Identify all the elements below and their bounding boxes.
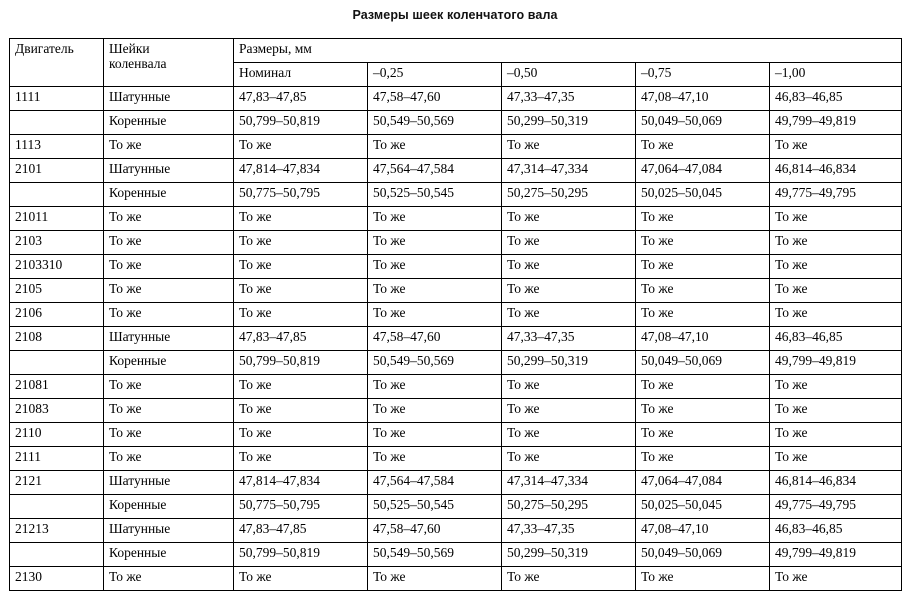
cell-minus-100: 46,83–46,85 [770,519,902,543]
cell-minus-025: 50,549–50,569 [368,543,502,567]
cell-minus-050: 47,314–47,334 [502,159,636,183]
cell-minus-075: 47,08–47,10 [636,327,770,351]
table-row [10,351,902,375]
cell-nominal: То же [234,375,368,399]
cell-minus-050: То же [502,231,636,255]
cell-minus-025: То же [368,279,502,303]
cell-nominal: То же [234,303,368,327]
cell-nominal: То же [234,567,368,591]
column-header-nominal: Номинал [234,63,368,87]
cell-minus-100: 46,814–46,834 [770,159,902,183]
cell-nominal: 50,775–50,795 [234,495,368,519]
cell-nominal: То же [234,255,368,279]
cell-minus-100: 49,799–49,819 [770,111,902,135]
cell-journal-type: Шатунные [104,519,234,543]
table-row [10,303,902,327]
column-header-dimensions-group: Размеры, мм [234,39,902,63]
cell-minus-075: То же [636,375,770,399]
cell-journal-type: Шатунные [104,159,234,183]
cell-journal-type: То же [104,567,234,591]
cell-minus-050: То же [502,207,636,231]
cell-minus-025: То же [368,447,502,471]
table-row [10,423,902,447]
cell-minus-100: 46,814–46,834 [770,471,902,495]
cell-minus-075: То же [636,399,770,423]
table-row [10,159,902,183]
cell-nominal: То же [234,231,368,255]
cell-minus-100: То же [770,135,902,159]
table-row [10,183,902,207]
cell-minus-025: То же [368,375,502,399]
cell-minus-075: То же [636,447,770,471]
cell-engine: 21011 [10,207,104,231]
cell-engine [10,543,104,567]
cell-minus-025: То же [368,255,502,279]
table-body [10,87,902,591]
cell-engine: 21081 [10,375,104,399]
cell-minus-100: То же [770,567,902,591]
cell-engine: 2108 [10,327,104,351]
cell-minus-025: То же [368,423,502,447]
cell-journal-type: То же [104,399,234,423]
cell-minus-050: То же [502,423,636,447]
table-header-row-1 [10,39,902,63]
cell-minus-100: 49,775–49,795 [770,183,902,207]
cell-nominal: То же [234,447,368,471]
cell-journal-type: То же [104,423,234,447]
cell-minus-050: 50,299–50,319 [502,111,636,135]
cell-minus-050: То же [502,255,636,279]
cell-minus-050: 47,33–47,35 [502,327,636,351]
cell-minus-100: 49,799–49,819 [770,543,902,567]
cell-minus-050: То же [502,447,636,471]
table-row [10,231,902,255]
cell-engine: 2106 [10,303,104,327]
table-row [10,111,902,135]
table-row [10,543,902,567]
cell-engine: 2103310 [10,255,104,279]
table-row [10,327,902,351]
cell-engine: 2101 [10,159,104,183]
cell-minus-025: 47,564–47,584 [368,159,502,183]
cell-nominal: То же [234,135,368,159]
cell-engine: 2103 [10,231,104,255]
column-header-minus-025: –0,25 [368,63,502,87]
cell-nominal: 47,814–47,834 [234,159,368,183]
table-header [10,39,902,87]
cell-minus-025: То же [368,231,502,255]
cell-minus-075: То же [636,279,770,303]
cell-nominal: 47,83–47,85 [234,327,368,351]
cell-nominal: 50,799–50,819 [234,111,368,135]
cell-minus-100: 49,799–49,819 [770,351,902,375]
cell-journal-type: Коренные [104,543,234,567]
table-row [10,567,902,591]
cell-minus-075: 50,049–50,069 [636,111,770,135]
cell-nominal: 47,83–47,85 [234,519,368,543]
cell-minus-100: То же [770,303,902,327]
cell-minus-050: 47,33–47,35 [502,519,636,543]
page-title: Размеры шеек коленчатого вала [352,8,558,22]
cell-minus-075: 50,025–50,045 [636,183,770,207]
cell-minus-025: То же [368,135,502,159]
column-header-minus-100: –1,00 [770,63,902,87]
table-row [10,447,902,471]
table-row [10,279,902,303]
cell-minus-025: 50,525–50,545 [368,495,502,519]
cell-minus-050: То же [502,135,636,159]
table-row [10,375,902,399]
cell-engine: 2130 [10,567,104,591]
cell-minus-100: То же [770,231,902,255]
cell-minus-075: 47,08–47,10 [636,519,770,543]
cell-engine: 2111 [10,447,104,471]
cell-minus-100: То же [770,423,902,447]
cell-minus-050: 47,33–47,35 [502,87,636,111]
cell-minus-100: То же [770,207,902,231]
cell-minus-025: 50,525–50,545 [368,183,502,207]
cell-minus-100: То же [770,279,902,303]
cell-journal-type: То же [104,375,234,399]
cell-minus-025: 47,58–47,60 [368,327,502,351]
cell-engine: 2110 [10,423,104,447]
cell-engine: 1111 [10,87,104,111]
cell-minus-050: 50,299–50,319 [502,351,636,375]
cell-minus-075: То же [636,135,770,159]
cell-minus-025: 47,564–47,584 [368,471,502,495]
cell-minus-075: То же [636,207,770,231]
cell-minus-050: То же [502,279,636,303]
cell-nominal: То же [234,423,368,447]
cell-nominal: 47,83–47,85 [234,87,368,111]
cell-minus-075: То же [636,231,770,255]
cell-minus-075: То же [636,423,770,447]
cell-journal-type: То же [104,231,234,255]
cell-minus-050: То же [502,399,636,423]
cell-journal-type: Шатунные [104,471,234,495]
table-row [10,87,902,111]
cell-minus-075: 50,025–50,045 [636,495,770,519]
table-row [10,471,902,495]
cell-minus-075: 47,064–47,084 [636,471,770,495]
cell-engine: 2121 [10,471,104,495]
table-row [10,519,902,543]
cell-minus-100: То же [770,447,902,471]
cell-nominal: То же [234,279,368,303]
cell-minus-050: 50,299–50,319 [502,543,636,567]
cell-minus-025: То же [368,303,502,327]
column-header-minus-050: –0,50 [502,63,636,87]
cell-engine: 2105 [10,279,104,303]
cell-minus-025: То же [368,567,502,591]
cell-minus-075: 47,064–47,084 [636,159,770,183]
column-header-journal [104,39,234,87]
cell-journal-type: То же [104,135,234,159]
cell-minus-025: То же [368,207,502,231]
cell-minus-100: 49,775–49,795 [770,495,902,519]
cell-journal-type: То же [104,303,234,327]
cell-minus-100: То же [770,399,902,423]
cell-nominal: 47,814–47,834 [234,471,368,495]
cell-minus-075: То же [636,303,770,327]
cell-minus-025: 47,58–47,60 [368,87,502,111]
cell-journal-type: То же [104,447,234,471]
cell-minus-050: То же [502,567,636,591]
cell-minus-050: То же [502,303,636,327]
cell-minus-100: То же [770,375,902,399]
cell-journal-type: То же [104,207,234,231]
cell-journal-type: То же [104,279,234,303]
column-header-minus-075: –0,75 [636,63,770,87]
crankshaft-journal-sizes-table-wrapper [9,38,901,591]
cell-engine: 1113 [10,135,104,159]
crankshaft-journal-sizes-table [9,38,902,591]
table-row [10,207,902,231]
cell-engine: 21083 [10,399,104,423]
cell-engine [10,495,104,519]
cell-journal-type: Коренные [104,495,234,519]
cell-minus-075: 50,049–50,069 [636,351,770,375]
cell-journal-type: То же [104,255,234,279]
cell-minus-025: 50,549–50,569 [368,351,502,375]
cell-journal-type: Коренные [104,111,234,135]
cell-minus-075: 50,049–50,069 [636,543,770,567]
table-row [10,135,902,159]
cell-minus-075: То же [636,255,770,279]
cell-nominal: То же [234,399,368,423]
cell-journal-type: Коренные [104,351,234,375]
cell-minus-100: 46,83–46,85 [770,327,902,351]
cell-minus-050: То же [502,375,636,399]
cell-nominal: То же [234,207,368,231]
cell-engine: 21213 [10,519,104,543]
column-header-journal-line1: Шейки [109,41,150,56]
cell-minus-100: 46,83–46,85 [770,87,902,111]
cell-minus-075: То же [636,567,770,591]
table-row [10,399,902,423]
cell-engine [10,183,104,207]
table-row [10,495,902,519]
cell-minus-075: 47,08–47,10 [636,87,770,111]
cell-minus-025: То же [368,399,502,423]
cell-nominal: 50,799–50,819 [234,351,368,375]
cell-journal-type: Коренные [104,183,234,207]
cell-minus-025: 47,58–47,60 [368,519,502,543]
column-header-journal-line2: коленвала [109,56,167,72]
cell-minus-050: 47,314–47,334 [502,471,636,495]
cell-engine [10,351,104,375]
table-row [10,255,902,279]
cell-minus-050: 50,275–50,295 [502,495,636,519]
cell-minus-050: 50,275–50,295 [502,183,636,207]
cell-minus-100: То же [770,255,902,279]
column-header-engine: Двигатель [10,39,104,87]
cell-engine [10,111,104,135]
cell-nominal: 50,799–50,819 [234,543,368,567]
cell-nominal: 50,775–50,795 [234,183,368,207]
cell-minus-025: 50,549–50,569 [368,111,502,135]
cell-journal-type: Шатунные [104,327,234,351]
cell-journal-type: Шатунные [104,87,234,111]
